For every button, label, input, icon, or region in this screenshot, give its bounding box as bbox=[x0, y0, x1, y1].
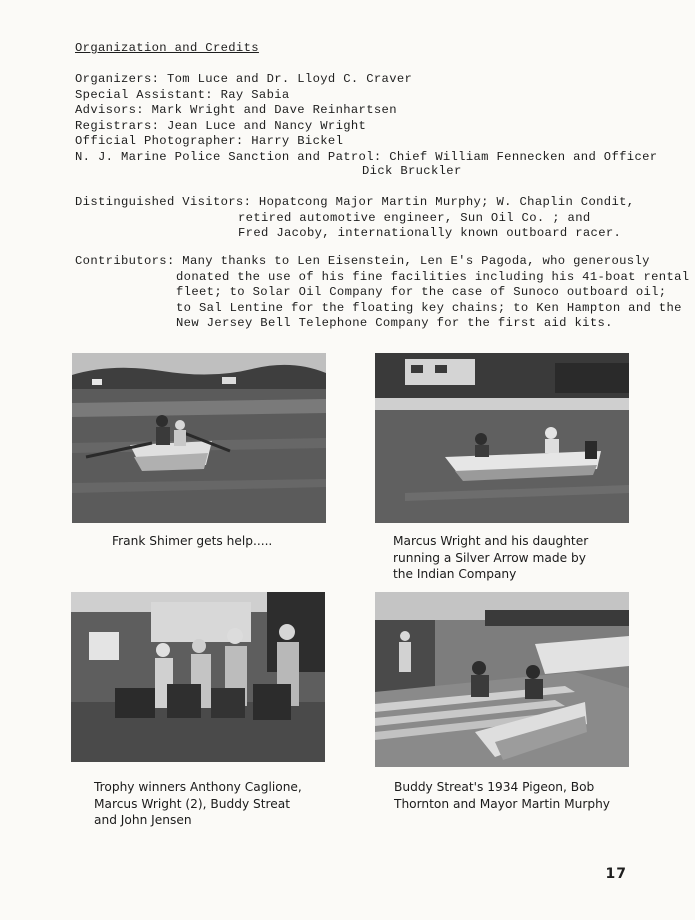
page-heading: Organization and Credits bbox=[75, 41, 259, 55]
contributors-line-2: donated the use of his fine facilities including his 41-boat rental bbox=[176, 269, 690, 284]
contributors-line-4: to Sal Lentine for the floating key chains; to Ken Hampton and the bbox=[176, 300, 682, 315]
caption-line: the Indian Company bbox=[393, 567, 517, 581]
photo-silver-arrow-boat bbox=[375, 353, 629, 523]
caption-line: and John Jensen bbox=[94, 813, 192, 827]
caption-photo-1 bbox=[112, 533, 272, 550]
page-number: 17 bbox=[605, 866, 627, 882]
credit-marine-police-cont: Dick Bruckler bbox=[362, 164, 462, 178]
caption-line: Buddy Streat's 1934 Pigeon, Bob bbox=[394, 780, 595, 794]
contributors-line-3: fleet; to Solar Oil Company for the case of Sunoco outboard oil; bbox=[176, 285, 667, 299]
credit-marine-police: N. J. Marine Police Sanction and Patrol: Chief William Fennecken and Officer bbox=[75, 149, 658, 164]
caption-photo-3 bbox=[94, 779, 302, 829]
credit-special-assistant: Special Assistant: Ray Sabia bbox=[75, 87, 290, 102]
caption-line: running a Silver Arrow made by bbox=[393, 550, 586, 565]
caption-line: Marcus Wright and his daughter bbox=[393, 534, 589, 548]
photo-trophy-winners bbox=[71, 592, 325, 762]
caption-line: Trophy winners Anthony Caglione, bbox=[94, 780, 302, 794]
visitors-line-2: retired automotive engineer, Sun Oil Co. ; and bbox=[238, 210, 591, 225]
visitors-line-3: Fred Jacoby, internationally known outboard racer. bbox=[238, 226, 622, 240]
photo-rowboat bbox=[72, 353, 326, 523]
caption-line: Frank Shimer gets help..... bbox=[112, 534, 273, 548]
credit-advisors: Advisors: Mark Wright and Dave Reinhartsen bbox=[75, 103, 397, 117]
photo-pigeon-dock bbox=[375, 592, 629, 767]
contributors-line-5: New Jersey Bell Telephone Company for the first aid kits. bbox=[176, 316, 613, 330]
visitors-line-1: Distinguished Visitors: Hopatcong Major Martin Murphy; W. Chaplin Condit, bbox=[75, 195, 635, 209]
caption-photo-4 bbox=[394, 779, 610, 812]
credit-photographer: Official Photographer: Harry Bickel bbox=[75, 134, 344, 148]
contributors-line-1: Contributors: Many thanks to Len Eisenstein, Len E's Pagoda, who generously bbox=[75, 254, 650, 268]
credit-organizers: Organizers: Tom Luce and Dr. Lloyd C. Craver bbox=[75, 72, 413, 86]
caption-photo-2 bbox=[393, 533, 588, 583]
caption-line: Marcus Wright (2), Buddy Streat bbox=[94, 796, 291, 811]
caption-line: Thornton and Mayor Martin Murphy bbox=[394, 796, 611, 811]
credit-registrars: Registrars: Jean Luce and Nancy Wright bbox=[75, 118, 367, 133]
